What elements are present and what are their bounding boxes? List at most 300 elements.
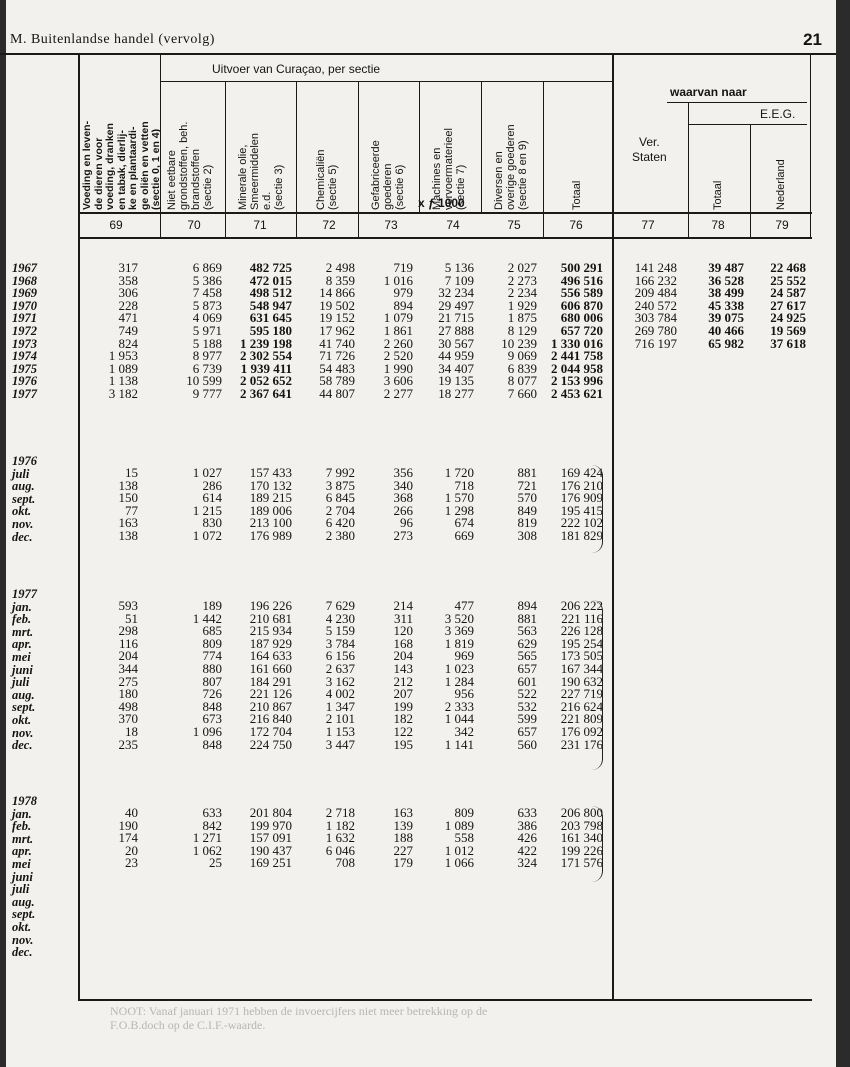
table-cell: 1 138 <box>108 373 138 389</box>
table-cell: 17 962 <box>319 322 355 338</box>
col79-header: Nederland <box>775 159 787 210</box>
table-cell: 228 <box>118 297 138 313</box>
row-label: feb. <box>12 612 32 627</box>
table-cell: 1 215 <box>192 502 222 518</box>
table-cell: 881 <box>517 465 537 480</box>
table-cell: 39 487 <box>708 260 744 275</box>
table-cell: 774 <box>202 648 222 664</box>
table-cell: 168 <box>393 635 413 651</box>
table-cell: 51 <box>125 610 138 626</box>
table-cell: 58 789 <box>319 373 355 389</box>
table-cell: 560 <box>517 736 537 752</box>
table-cell: 830 <box>202 515 222 531</box>
table-cell: 189 215 <box>249 490 292 506</box>
table-cell: 606 870 <box>560 297 603 313</box>
table-cell: 7 629 <box>325 598 355 613</box>
table-cell: 324 <box>517 855 537 871</box>
row-label: 1973 <box>12 336 37 351</box>
table-cell: 633 <box>517 805 537 820</box>
table-cell: 65 982 <box>708 335 744 351</box>
row-label: 1971 <box>12 311 37 326</box>
table-cell: 956 <box>454 686 474 702</box>
column-c76-year1978 <box>513 807 603 870</box>
table-cell: 122 <box>393 723 413 739</box>
table-cell: 306 <box>118 285 138 301</box>
table-cell: 1 141 <box>444 736 474 752</box>
table-cell: 657 <box>517 723 537 739</box>
table-cell: 170 132 <box>249 477 292 493</box>
table-cell: 54 483 <box>319 360 355 376</box>
table-cell: 1 330 016 <box>551 335 603 351</box>
table-cell: 196 226 <box>249 598 292 613</box>
table-cell: 45 338 <box>708 297 744 313</box>
brace-1977 <box>592 600 603 770</box>
table-cell: 595 180 <box>249 322 292 338</box>
table-cell: 1 072 <box>192 527 222 543</box>
brace-1978 <box>592 806 603 882</box>
table-cell: 2 302 554 <box>240 348 292 364</box>
column-number: 75 <box>507 218 521 232</box>
table-cell: 14 866 <box>319 285 355 301</box>
table-cell: 213 100 <box>249 515 292 531</box>
table-cell: 5 136 <box>444 260 474 275</box>
table-cell: 482 725 <box>249 260 292 275</box>
col-sep-78 <box>688 102 689 237</box>
table-cell: 4 069 <box>192 310 222 326</box>
table-cell: 184 291 <box>249 673 292 689</box>
table-cell: 120 <box>393 623 413 639</box>
table-cell: 266 <box>393 502 413 518</box>
col71-header: Minerale olie, Smeermiddelen e.d. (sectie 3) <box>237 132 285 210</box>
row-label: 1977 <box>12 386 37 401</box>
table-cell: 157 433 <box>249 465 292 480</box>
table-cell: 1 284 <box>444 673 474 689</box>
table-cell: 210 681 <box>249 610 292 626</box>
table-cell: 10 239 <box>501 335 537 351</box>
row-label: apr. <box>12 637 32 652</box>
col69-header: Voeding en leven- de dieren voor voeding, dranken en tabak, dierlij- ke en plantaardi- ge oliën en vetten (sectie 0, 1 en 4) <box>81 120 162 210</box>
table-cell: 195 415 <box>560 502 603 518</box>
table-cell: 342 <box>454 723 474 739</box>
row-label: juli <box>12 882 30 897</box>
table-cell: 1 861 <box>383 322 413 338</box>
column-c79-years <box>716 262 806 350</box>
row-label: 1975 <box>12 361 37 376</box>
table-cell: 3 784 <box>325 635 355 651</box>
column-number: 78 <box>711 218 725 232</box>
column-c69-year1978 <box>48 807 138 870</box>
table-cell: 1 929 <box>507 297 537 313</box>
row-label: sept. <box>12 491 36 506</box>
table-cell: 498 512 <box>249 285 292 301</box>
row-label: sept. <box>12 700 36 715</box>
table-cell: 558 <box>454 830 474 846</box>
col78-header: Totaal <box>712 180 724 210</box>
table-cell: 1 442 <box>192 610 222 626</box>
table-cell: 227 719 <box>560 686 603 702</box>
table-cell: 96 <box>400 515 413 531</box>
top-rule <box>0 53 836 55</box>
table-cell: 522 <box>517 686 537 702</box>
table-cell: 25 552 <box>770 272 806 288</box>
table-cell: 201 804 <box>249 805 292 820</box>
table-cell: 2 153 996 <box>551 373 603 389</box>
table-cell: 180 <box>118 686 138 702</box>
table-cell: 1 079 <box>383 310 413 326</box>
table-cell: 157 091 <box>249 830 292 846</box>
table-cell: 500 291 <box>560 260 603 275</box>
table-cell: 3 369 <box>444 623 474 639</box>
table-cell: 235 <box>118 736 138 752</box>
table-cell: 669 <box>454 527 474 543</box>
table-cell: 2 333 <box>444 698 474 714</box>
table-cell: 809 <box>454 805 474 820</box>
table-cell: 819 <box>517 515 537 531</box>
table-cell: 719 <box>393 260 413 275</box>
table-cell: 240 572 <box>634 297 677 313</box>
row-label: feb. <box>12 819 32 834</box>
table-cell: 370 <box>118 711 138 727</box>
table-cell: 203 798 <box>560 817 603 833</box>
table-cell: 138 <box>118 477 138 493</box>
table-cell: 34 407 <box>438 360 474 376</box>
table-cell: 563 <box>517 623 537 639</box>
table-cell: 593 <box>118 598 138 613</box>
table-cell: 23 <box>125 855 138 871</box>
table-cell: 176 092 <box>560 723 603 739</box>
table-cell: 1 062 <box>192 842 222 858</box>
table-cell: 969 <box>454 648 474 664</box>
table-cell: 6 420 <box>325 515 355 531</box>
row-label: aug. <box>12 687 35 702</box>
table-cell: 187 929 <box>249 635 292 651</box>
row-label: nov. <box>12 725 34 740</box>
table-cell: 116 <box>118 635 138 651</box>
table-cell: 358 <box>118 272 138 288</box>
table-cell: 2 234 <box>507 285 537 301</box>
row-label: 1978 <box>12 794 37 808</box>
table-cell: 1 298 <box>444 502 474 518</box>
table-cell: 206 222 <box>560 598 603 613</box>
table-cell: 24 587 <box>770 285 806 301</box>
table-cell: 1 939 411 <box>240 360 292 376</box>
table-cell: 164 633 <box>249 648 292 664</box>
column-c76-year1976 <box>513 467 603 543</box>
table-cell: 2 718 <box>325 805 355 820</box>
table-cell: 15 <box>125 465 138 480</box>
table-cell: 426 <box>517 830 537 846</box>
table-cell: 1 570 <box>444 490 474 506</box>
table-cell: 226 128 <box>560 623 603 639</box>
table-cell: 141 248 <box>634 260 677 275</box>
row-label: 1976 <box>12 454 37 468</box>
table-cell: 27 617 <box>770 297 806 313</box>
column-number: 76 <box>569 218 583 232</box>
table-cell: 7 458 <box>192 285 222 301</box>
table-cell: 614 <box>202 490 222 506</box>
table-cell: 6 845 <box>325 490 355 506</box>
table-cell: 1 239 198 <box>240 335 292 351</box>
table-cell: 674 <box>454 515 474 531</box>
table-cell: 182 <box>393 711 413 727</box>
table-cell: 32 234 <box>438 285 474 301</box>
table-cell: 1 066 <box>444 855 474 871</box>
waarvan-header: waarvan naar <box>670 85 747 99</box>
table-cell: 214 <box>393 598 413 613</box>
column-number: 74 <box>446 218 460 232</box>
row-label: mei <box>12 856 31 871</box>
table-cell: 169 424 <box>560 465 603 480</box>
table-cell: 176 909 <box>560 490 603 506</box>
table-cell: 1 089 <box>444 817 474 833</box>
table-cell: 3 447 <box>325 736 355 752</box>
table-cell: 6 869 <box>192 260 222 275</box>
row-label: jan. <box>12 806 32 821</box>
table-cell: 139 <box>393 817 413 833</box>
table-cell: 4 230 <box>325 610 355 626</box>
table-cell: 189 <box>202 598 222 613</box>
column-number: 71 <box>253 218 267 232</box>
table-cell: 224 750 <box>249 736 292 752</box>
row-label: dec. <box>12 945 33 960</box>
table-cell: 8 129 <box>507 322 537 338</box>
table-cell: 2 441 758 <box>551 348 603 364</box>
table-cell: 344 <box>118 660 138 676</box>
table-cell: 848 <box>202 698 222 714</box>
table-cell: 2 380 <box>325 527 355 543</box>
table-cell: 629 <box>517 635 537 651</box>
table-cell: 189 006 <box>249 502 292 518</box>
table-cell: 1 720 <box>444 465 474 480</box>
table-cell: 167 344 <box>560 660 603 676</box>
column-c69-years <box>48 262 138 401</box>
table-cell: 1 096 <box>192 723 222 739</box>
table-cell: 880 <box>202 660 222 676</box>
table-cell: 161 660 <box>249 660 292 676</box>
row-label: nov. <box>12 516 34 531</box>
table-cell: 163 <box>118 515 138 531</box>
table-cell: 30 567 <box>438 335 474 351</box>
table-cell: 532 <box>517 698 537 714</box>
table-cell: 25 <box>209 855 222 871</box>
page-title: M. Buitenlandse handel (vervolg) <box>10 32 215 47</box>
table-cell: 894 <box>393 297 413 313</box>
table-cell: 317 <box>118 260 138 275</box>
table-cell: 1 182 <box>325 817 355 833</box>
table-cell: 2 273 <box>507 272 537 288</box>
column-number: 69 <box>109 218 123 232</box>
row-label: juni <box>12 662 33 677</box>
table-cell: 7 109 <box>444 272 474 288</box>
row-label: mrt. <box>12 624 34 639</box>
table-cell: 71 726 <box>319 348 355 364</box>
table-cell: 174 <box>118 830 138 846</box>
table-cell: 368 <box>393 490 413 506</box>
row-label: aug. <box>12 479 35 494</box>
table-cell: 1 347 <box>325 698 355 714</box>
table-cell: 150 <box>118 490 138 506</box>
table-cell: 5 386 <box>192 272 222 288</box>
table-cell: 685 <box>202 623 222 639</box>
row-label: 1976 <box>12 374 37 389</box>
table-cell: 1 089 <box>108 360 138 376</box>
table-cell: 2 367 641 <box>240 385 292 401</box>
table-cell: 2 498 <box>325 260 355 275</box>
table-cell: 19 152 <box>319 310 355 326</box>
table-cell: 708 <box>335 855 355 871</box>
row-label: 1968 <box>12 273 37 288</box>
table-cell: 39 075 <box>708 310 744 326</box>
table-cell: 44 807 <box>319 385 355 401</box>
table-cell: 2 277 <box>383 385 413 401</box>
table-cell: 7 992 <box>325 465 355 480</box>
table-cell: 1 875 <box>507 310 537 326</box>
right-rule <box>810 55 811 237</box>
table-cell: 163 <box>393 805 413 820</box>
table-cell: 4 002 <box>325 686 355 702</box>
table-cell: 221 116 <box>561 610 603 626</box>
table-cell: 1 023 <box>444 660 474 676</box>
column-c69-year1977 <box>48 600 138 751</box>
table-cell: 496 516 <box>560 272 603 288</box>
table-cell: 1 044 <box>444 711 474 727</box>
table-cell: 311 <box>393 610 413 626</box>
column-number: 79 <box>775 218 789 232</box>
eeg-rule <box>688 124 807 125</box>
row-label: aug. <box>12 894 35 909</box>
table-cell: 1 012 <box>444 842 474 858</box>
table-cell: 9 777 <box>192 385 222 401</box>
table-cell: 38 499 <box>708 285 744 301</box>
table-cell: 29 497 <box>438 297 474 313</box>
row-label: mei <box>12 649 31 664</box>
col75-header: Diversen en overige goederen (sectie 8 en 9) <box>493 124 529 210</box>
table-cell: 6 046 <box>325 842 355 858</box>
table-cell: 8 977 <box>192 348 222 364</box>
row-label: 1967 <box>12 261 37 275</box>
table-cell: 386 <box>517 817 537 833</box>
colnum-rule <box>78 237 812 239</box>
table-cell: 19 135 <box>438 373 474 389</box>
table-cell: 5 159 <box>325 623 355 639</box>
table-cell: 199 970 <box>249 817 292 833</box>
table-cell: 6 839 <box>507 360 537 376</box>
row-label: 1970 <box>12 298 37 313</box>
table-cell: 1 632 <box>325 830 355 846</box>
table-cell: 657 720 <box>560 322 603 338</box>
table-cell: 3 520 <box>444 610 474 626</box>
table-cell: 2 520 <box>383 348 413 364</box>
table-cell: 472 015 <box>249 272 292 288</box>
table-cell: 207 <box>393 686 413 702</box>
table-cell: 40 466 <box>708 322 744 338</box>
table-cell: 221 126 <box>249 686 292 702</box>
table-cell: 599 <box>517 711 537 727</box>
table-cell: 631 645 <box>249 310 292 326</box>
table-cell: 2 453 621 <box>551 385 603 401</box>
table-cell: 231 176 <box>560 736 603 752</box>
column-number: 73 <box>384 218 398 232</box>
table-cell: 3 875 <box>325 477 355 493</box>
table-cell: 222 102 <box>560 515 603 531</box>
row-label: jan. <box>12 599 32 614</box>
table-cell: 633 <box>202 805 222 820</box>
row-label: okt. <box>12 919 32 934</box>
table-cell: 848 <box>202 736 222 752</box>
table-cell: 77 <box>125 502 138 518</box>
table-cell: 5 188 <box>192 335 222 351</box>
row-label: 1972 <box>12 323 37 338</box>
row-label: juni <box>12 869 33 884</box>
column-number: 77 <box>641 218 655 232</box>
table-cell: 171 576 <box>560 855 603 871</box>
super-header: Uitvoer van Curaçao, per sectie <box>212 62 381 76</box>
table-cell: 298 <box>118 623 138 639</box>
table-cell: 809 <box>202 635 222 651</box>
table-cell: 18 <box>125 723 138 739</box>
table-cell: 6 739 <box>192 360 222 376</box>
table-cell: 40 <box>125 805 138 820</box>
unit-label: x ƒ 1000 <box>418 196 465 210</box>
table-cell: 1 819 <box>444 635 474 651</box>
table-cell: 27 888 <box>438 322 474 338</box>
row-label: juli <box>12 675 30 690</box>
col74-header: Machines en vervoermaterieel (sectie 7) <box>431 128 467 210</box>
row-label: juli <box>12 466 30 481</box>
table-cell: 19 502 <box>319 297 355 313</box>
table-cell: 824 <box>118 335 138 351</box>
table-cell: 2 052 652 <box>240 373 292 389</box>
table-cell: 1 016 <box>383 272 413 288</box>
table-cell: 657 <box>517 660 537 676</box>
table-cell: 5 971 <box>192 322 222 338</box>
row-label: okt. <box>12 504 32 519</box>
table-cell: 176 989 <box>249 527 292 543</box>
column-number: 70 <box>187 218 201 232</box>
table-cell: 44 959 <box>438 348 474 364</box>
table-cell: 273 <box>393 527 413 543</box>
table-cell: 173 505 <box>560 648 603 664</box>
table-cell: 41 740 <box>319 335 355 351</box>
table-cell: 718 <box>454 477 474 493</box>
table-cell: 340 <box>393 477 413 493</box>
table-cell: 1 153 <box>325 723 355 739</box>
row-label: sept. <box>12 907 36 922</box>
table-cell: 3 606 <box>383 373 413 389</box>
footer-note: NOOT: Vanaf januari 1971 hebben de invoercijfers niet meer betrekking op de F.O.B.doch op de C.I.F.-waarde. <box>110 1004 488 1032</box>
table-cell: 2 704 <box>325 502 355 518</box>
table-cell: 24 925 <box>770 310 806 326</box>
table-cell: 570 <box>517 490 537 506</box>
table-cell: 9 069 <box>507 348 537 364</box>
col70-header: Niet eetbare grondstoffen, beh. brandstoffen (sectie 2) <box>166 121 214 210</box>
table-cell: 286 <box>202 477 222 493</box>
table-cell: 212 <box>393 673 413 689</box>
column-number: 72 <box>322 218 336 232</box>
table-cell: 3 162 <box>325 673 355 689</box>
table-cell: 1 990 <box>383 360 413 376</box>
table-cell: 721 <box>517 477 537 493</box>
col72-header: Chemicaliën (sectie 5) <box>315 149 339 210</box>
table-cell: 548 947 <box>249 297 292 313</box>
table-cell: 161 340 <box>560 830 603 846</box>
table-cell: 8 359 <box>325 272 355 288</box>
table-cell: 204 <box>118 648 138 664</box>
table-cell: 190 632 <box>560 673 603 689</box>
table-cell: 2 637 <box>325 660 355 676</box>
row-label: nov. <box>12 932 34 947</box>
table-cell: 269 780 <box>634 322 677 338</box>
